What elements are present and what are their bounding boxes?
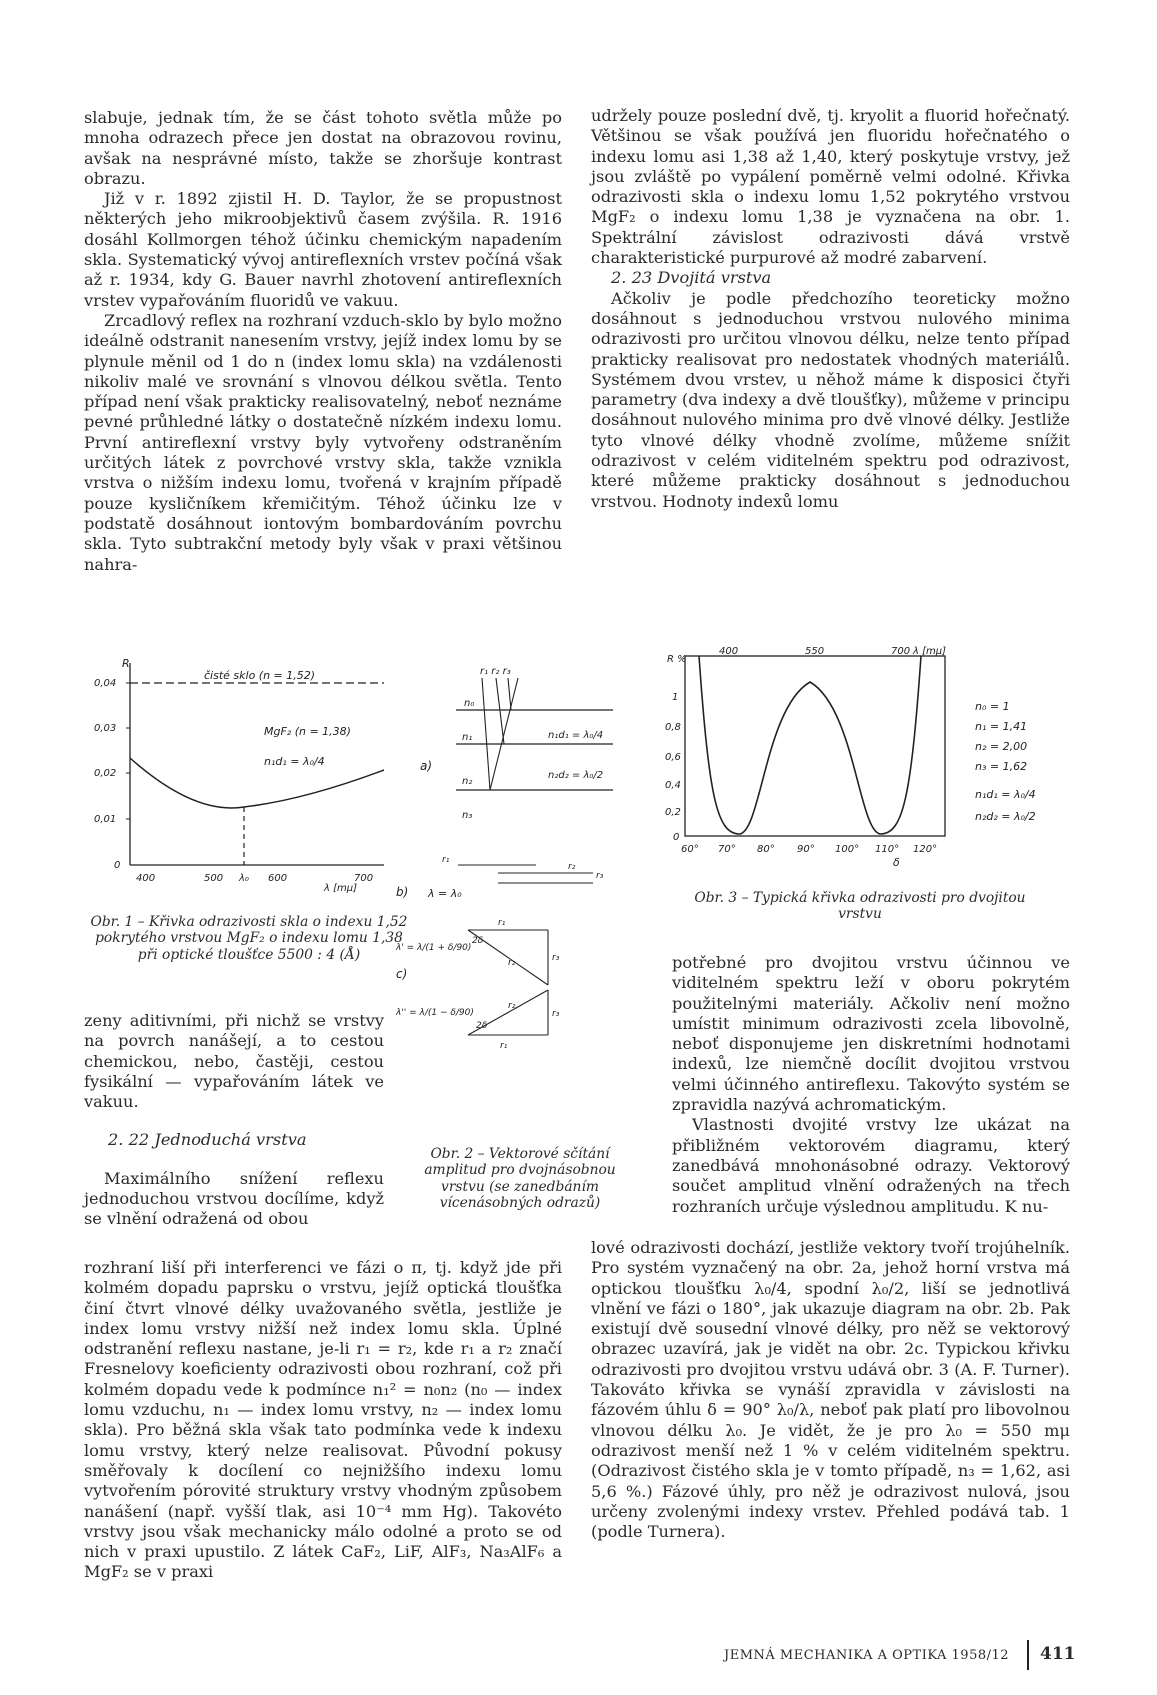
paragraph: zeny aditivními, při nichž se vrstvy na povrch nanášejí, a to cestou chemickou, nebo, častěji, cestou fysikální — vypařováním látek ve vakuu. xyxy=(84,1011,384,1112)
fig2-r3: r₃ xyxy=(596,871,604,881)
paragraph: Ačkoliv je podle předchozího teoreticky možno dosáhnout s jednoduchou vrstvou nulového minima odrazivosti pro určitou vlnovou délku, nelze tento případ prakticky realisovat pro nedostatek vhodných materiálů. Systémem dvou vrstev, u něhož máme k disposici čtyři parametry (dva indexy a dvě tloušťky), můžeme v principu dosáhnout nulového minima pro dvě vlnové délky. Jestliže tyto vlnové délky vhodně zvolíme, můžeme snížit odrazivost v celém viditelném spektru pod odrazivost, které můžeme prakticky dosáhnout s jednoduchou vrstvou. Hodnoty indexů lomu xyxy=(591,288,1070,511)
fig3-param: n₁ = 1,41 xyxy=(975,720,1028,733)
fig3-xtick: 80° xyxy=(757,844,775,855)
section-heading: 2. 23 Dvojitá vrstva xyxy=(611,268,772,288)
paragraph: lové odrazivosti dochází, jestliže vektory tvoří trojúhelník. Pro systém vyznačený na obr. 2a, jehož horní vrstva má optickou tloušťku λ₀/4, spodní λ₀/2, liší se jednotlivá vlnění ve fázi o 180°, jak ukazuje diagram na obr. 2b. Pak existují dvě sousední vlnové délky, pro něž se vektorový obrazec uzavírá, jak je vidět na obr. 2c. Typickou křivku odrazivosti pro dvojitou vrstvu udává obr. 3 (A. F. Turner). Takováto křivka se vynáší zpravidla v závislosti na fázovém úhlu δ = 90° λ₀/λ, neboť pak platí pro libovolnou vlnovou délku λ₀. Je vidět, že je pro λ₀ = 550 mμ odrazivost menší než 1 % v celém viditelném spektru. (Odrazivost čistého skla je v tomto případě, n₃ = 1,62, asi 5,6 %.) Fázové úhly, pro něž je odrazivost nulová, jsou určeny zvolenými indexy vrstev. Přehled podává tab. 1 (podle Turnera). xyxy=(591,1238,1070,1542)
fig1-xunit: λ [mμ] xyxy=(324,883,358,894)
fig2-r-labels: r₁ r₂ r₃ xyxy=(480,666,511,677)
fig3-xtick: 70° xyxy=(718,844,736,855)
fig3-top-tick: 400 xyxy=(719,646,739,657)
figure-2-diagram xyxy=(396,660,633,1100)
fig2-r1: r₁ xyxy=(442,855,450,865)
left-column-middle xyxy=(84,1011,384,1230)
fig1-ylabel: R xyxy=(122,657,130,670)
fig1-ytick: 0,03 xyxy=(94,723,117,734)
fig3-ylabel: R % xyxy=(667,654,687,665)
fig1-xtick: 700 xyxy=(354,873,374,884)
fig1-thickness-label: n₁d₁ = λ₀/4 xyxy=(264,755,325,768)
page-number: 411 xyxy=(1040,1644,1076,1664)
fig3-xtick: 110° xyxy=(875,844,900,855)
fig2-r3: r₃ xyxy=(552,1009,560,1019)
fig2-label-b: b) xyxy=(396,885,409,899)
fig2-lambda-eq: λ = λ₀ xyxy=(428,887,462,900)
fig2-n2d2: n₂d₂ = λ₀/2 xyxy=(548,770,604,781)
fig3-top-tick: 550 xyxy=(805,646,825,657)
fig2-n2: n₂ xyxy=(462,776,473,787)
section-heading: 2. 22 Jednoduchá vrstva xyxy=(108,1130,307,1150)
fig1-mgf2-label: MgF₂ (n = 1,38) xyxy=(264,725,351,738)
left-column-top xyxy=(84,108,562,575)
paragraph: Maximálního snížení reflexu jednoduchou vrstvou docílíme, když se vlnění odražená od obou xyxy=(84,1168,384,1229)
fig2-lambda-minus: λ'' = λ/(1 − δ/90) xyxy=(396,1008,474,1018)
fig1-xtick: 600 xyxy=(268,873,288,884)
paragraph: udržely pouze poslední dvě, tj. kryolit a fluorid hořečnatý. Většinou se však používá jen fluoridu hořečnatého o indexu lomu asi 1,38 až 1,40, který poskytuje vrstvy, jež jsou zvláště po vypálení poměrně velmi odolné. Křivka odrazivosti skla o indexu lomu 1,52 pokrytého vrstvou MgF₂ o indexu lomu 1,38 je vyznačena na obr. 1. Spektrální závislost odrazivosti dává vrstvě charakteristické purpurové až modré zabarvení. xyxy=(591,106,1070,268)
fig1-xtick: λ₀ xyxy=(239,873,249,884)
fig3-ytick: 0,8 xyxy=(665,722,681,733)
fig1-xtick: 500 xyxy=(204,873,224,884)
fig2-n1: n₁ xyxy=(462,732,473,743)
fig2-n0: n₀ xyxy=(464,698,475,709)
fig2-r1: r₁ xyxy=(498,918,506,928)
fig1-xtick: 400 xyxy=(136,873,156,884)
right-column-top xyxy=(591,106,1070,512)
paragraph: Zrcadlový reflex na rozhraní vzduch-sklo by bylo možno ideálně odstranit nanesením vrstvy, jejíž index lomu by se plynule měnil od 1 do n (index lomu skla) na vzdálenosti nikoliv malé ve srovnání s vlnovou délkou světla. Tento případ není však prakticky realisovatelný, neboť neznáme pevné průhledné látky o dostatečně nízkém indexu lomu. První antireflexní vrstvy byly vytvořeny odstraněním určitých látek z povrchové vrstvy skla, takže vznikla vrstva o nižším indexu lomu, tvořená v krajním případě pouze kysličníkem křemičitým. Téhož účinku lze v podstatě dosáhnout iontovým bombardováním povrchu skla. Tyto subtrakční metody byly však v praxi většinou nahra- xyxy=(84,310,562,574)
paragraph: Již v r. 1892 zjistil H. D. Taylor, že se propustnost některých jeho mikroobjektivů časem zvýšila. R. 1916 dosáhl Kollmorgen téhož účinku chemickým napadením skla. Systematický vývoj antireflexních vrstev počíná však až r. 1934, kdy G. Bauer navrhl zhotovení antireflexních vrstev vypařováním fluoridů ve vakuu. xyxy=(84,189,562,310)
fig3-xtick: 60° xyxy=(681,844,699,855)
journal-footer: JEMNÁ MECHANIKA A OPTIKA 1958/12 xyxy=(724,1648,1010,1663)
left-column-bottom xyxy=(84,1258,562,1583)
figure-3-chart xyxy=(655,648,1065,868)
fig2-r1: r₁ xyxy=(500,1041,508,1051)
fig3-params xyxy=(975,700,1036,823)
fig3-param: n₃ = 1,62 xyxy=(975,760,1028,773)
fig3-top-unit: λ [mμ] xyxy=(913,646,947,657)
fig1-ytick: 0,01 xyxy=(94,814,117,825)
paragraph: potřebné pro dvojitou vrstvu účinnou ve viditelném spektru leží v oboru pokrytém použitelnými materiály. Ačkoliv není možno umístit minimum odrazivosti zcela libovolně, neboť disponujeme jen diskretními hodnotami indexů, lze niemčně docílit dvojitou vrstvou velmi účinného antireflexu. Takovýto systém se zpravidla nazývá achromatickým. xyxy=(672,953,1070,1115)
fig1-ytick: 0,04 xyxy=(94,678,117,689)
fig3-xlabel: δ xyxy=(893,856,900,869)
footer-divider xyxy=(1027,1640,1029,1670)
fig2-r3: r₃ xyxy=(552,953,560,963)
fig2-label-c: c) xyxy=(396,967,408,981)
fig2-triangle-lower xyxy=(395,990,560,1051)
fig1-clean-glass-label: čisté sklo (n = 1,52) xyxy=(204,669,316,682)
fig3-yticks xyxy=(665,692,681,843)
right-column-middle xyxy=(672,953,1070,1217)
fig1-ytick: 0,02 xyxy=(94,768,117,779)
fig3-ytick: 1 xyxy=(672,692,679,703)
fig3-ytick: 0,4 xyxy=(665,780,681,791)
fig3-top-ticks xyxy=(719,646,946,657)
fig3-param: n₁d₁ = λ₀/4 xyxy=(975,788,1036,801)
fig2-n3: n₃ xyxy=(462,810,473,821)
paragraph: slabuje, jednak tím, že se část tohoto světla může po mnoha odrazech přece jen dostat na obrazovou rovinu, avšak na nesprávné místo, takže se zhoršuje kontrast obrazu. xyxy=(84,108,562,188)
paragraph: rozhraní liší při interferenci ve fázi o π, tj. když jde při kolmém dopadu paprsku o vrstvu, jejíž optická tloušťka činí čtvrt vlnové délky uvažovaného světla, jestliže je index lomu vrstvy nižší než index lomu skla. Úplné odstranění reflexu nastane, je-li r₁ = r₂, kde r₁ a r₂ značí Fresnelovy koeficienty odrazivosti obou rozhraní, což při kolmém dopadu vede k podmínce n₁² = n₀n₂ (n₀ — index lomu vzduchu, n₁ — index lomu vrstvy, n₂ — index lomu skla). Pro běžná skla však tato podmínka vede k indexu lomu vrstvy, který nelze realisovat. Původní pokusy směřovaly k docílení co nejnižšího indexu lomu vytvořením pórovité struktury vrstvy vhodným způsobem nanášení (např. vyšší tlak, asi 10⁻⁴ mm Hg). Takovéto vrstvy jsou však mechanicky málo odolné a proto se od nich v praxi upustilo. Z látek CaF₂, LiF, AlF₃, Na₃AlF₆ a MgF₂ se v praxi xyxy=(84,1258,562,1582)
fig2-r2: r₂ xyxy=(508,958,516,968)
fig3-curve xyxy=(699,656,921,834)
figure-1-chart xyxy=(84,655,414,895)
fig3-param: n₂d₂ = λ₀/2 xyxy=(975,810,1036,823)
figure-2-caption: Obr. 2 – Vektorové sčítání amplitud pro dvojnásobnou vrstvu (se zanedbáním vícenásobných odrazů) xyxy=(424,1146,616,1212)
figure-3-caption: Obr. 3 – Typická křivka odrazivosti pro dvojitou vrstvu xyxy=(694,890,1026,923)
fig3-xtick: 90° xyxy=(797,844,815,855)
fig3-xtick: 100° xyxy=(835,844,860,855)
fig2-angle: 2δ xyxy=(476,1021,488,1031)
figure-1-caption: Obr. 1 – Křivka odrazivosti skla o indexu 1,52 pokrytého vrstvou MgF₂ o indexu lomu 1,38 při optické tloušťce 5500 : 4 (Å) xyxy=(90,914,408,963)
fig3-top-tick: 700 xyxy=(891,646,911,657)
paragraph: Vlastnosti dvojité vrstvy lze ukázat na přibližném vektorovém diagramu, který zanedbává mnohonásobné odrazy. Vektorový součet amplitud vlnění odražených na třech rozhraních určuje výslednou amplitudu. K nu- xyxy=(672,1115,1070,1216)
fig2-label-a: a) xyxy=(420,759,433,773)
fig2-angle: 2δ xyxy=(472,936,484,946)
fig3-xtick: 120° xyxy=(913,844,938,855)
fig2-lambda-plus: λ' = λ/(1 + δ/90) xyxy=(396,943,472,953)
fig3-param: n₀ = 1 xyxy=(975,700,1010,713)
fig1-yticks xyxy=(94,678,130,871)
fig2-n1d1: n₁d₁ = λ₀/4 xyxy=(548,730,604,741)
fig2-r2: r₂ xyxy=(508,1001,516,1011)
fig1-curve xyxy=(130,758,384,808)
fig3-ytick: 0,2 xyxy=(665,807,681,818)
fig2-triangle-upper xyxy=(395,918,560,985)
fig1-ytick: 0 xyxy=(114,860,121,871)
fig3-param: n₂ = 2,00 xyxy=(975,740,1028,753)
fig3-ytick: 0 xyxy=(673,832,680,843)
fig2-r2: r₂ xyxy=(568,862,576,872)
fig3-ytick: 0,6 xyxy=(665,752,681,763)
right-column-bottom xyxy=(591,1238,1070,1542)
fig3-xticks xyxy=(681,844,937,855)
